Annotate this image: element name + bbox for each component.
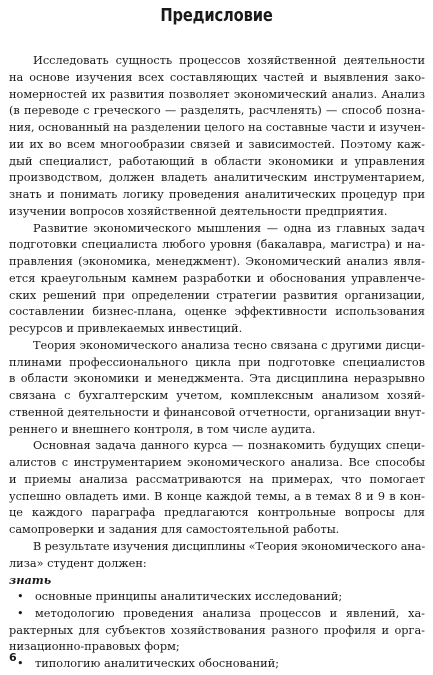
bullet-icon: • [17,606,24,620]
bullet-icon: • [17,657,24,670]
text-line: ственной деятельности и финансовой отчетности, организации внут- [9,405,426,419]
text-line: Теория экономического анализа тесно связана с другими дисци- [33,338,425,352]
text-line: лиза» студент должен: [9,556,147,570]
text-line: Основная задача данного курса — познакомить будущих специ- [33,439,425,453]
know-heading: знать [9,573,52,588]
text-line: Развитие экономического мышления — одна из главных задач [33,221,425,235]
text-line: плинами профессионального цикла при подготовке специалистов [9,355,425,369]
text-line: ния, основанный на разделении целого на составные части и изучен- [9,121,425,134]
text-line: дый специалист, работающий в области экономики и управления [9,154,425,168]
text-line: успешно овладеть ими. В конце каждой темы, а в темах 8 и 9 в кон- [9,489,425,503]
list-item [9,606,425,623]
text-line: и приемы анализа рассматриваются на примерах, что помогает [9,472,425,486]
list-item-text: методологию проведения анализа процессов и явлений, ха- [35,606,425,620]
text-line: знать и понимать логику проведения аналитических процедур при [9,188,425,201]
body-text [9,53,425,673]
text-line: правления (экономика, менеджмент). Экономический анализ явля- [9,255,425,268]
text-line: производством, должен владеть аналитическим инструментарием, [9,171,425,185]
text-line: изучении вопросов хозяйственной деятельности предприятия. [9,204,388,218]
know-heading-line [9,572,425,589]
list-item-text: типологию аналитических обоснований; [35,657,280,670]
page-title: Предисловие [160,6,273,26]
text-line: В результате изучения дисциплины «Теория экономического ана- [33,539,426,553]
list-item [9,656,425,673]
text-line: рактерных для субъектов хозяйствования разного профиля и орга- [9,623,425,637]
text-line: низационно-правовых форм; [9,640,180,654]
text-line: ется краеугольным камнем разработки и обоснования управленче- [9,271,425,285]
text-line: подготовки специалиста любого уровня (бакалавра, магистра) и на- [9,238,425,252]
text-line: в области экономики и менеджмента. Эта дисциплина неразрывно [9,372,425,386]
list-item [9,589,425,606]
list-item-text: основные принципы аналитических исследований; [35,590,343,603]
text-line: реннего и внешнего контроля, в том числе аудита. [9,422,316,436]
text-line: Исследовать сущность процессов хозяйственной деятельности [33,54,425,67]
text-line: самопроверки и задания для самостоятельной работы. [9,523,340,536]
bullet-icon: • [17,590,24,603]
text-line: номерностей их развития позволяет экономический анализ. Анализ [9,87,425,101]
text-line: составлении бизнес-плана, оценке эффективности использования [9,305,425,319]
text-line: связана с бухгалтерским учетом, комплексным анализом хозяй- [9,389,425,402]
text-line: (в переводе с греческого — разделять, расчленять) — способ позна- [9,104,425,118]
text-line: алистов с инструментарием экономического анализа. Все способы [9,456,425,469]
text-line: ии их во всем многообразии связей и зависимостей. Поэтому каж- [9,137,425,151]
text-line: ских решений при определении стратегии развития организации, [9,288,425,302]
text-line: ресурсов и привлекаемых инвестиций. [9,322,243,335]
page-number: 6 [9,651,17,664]
text-line: це каждого параграфа предлагаются контрольные вопросы для [9,506,425,520]
text-line: на основе изучения всех составляющих частей и выявления зако- [9,70,425,84]
